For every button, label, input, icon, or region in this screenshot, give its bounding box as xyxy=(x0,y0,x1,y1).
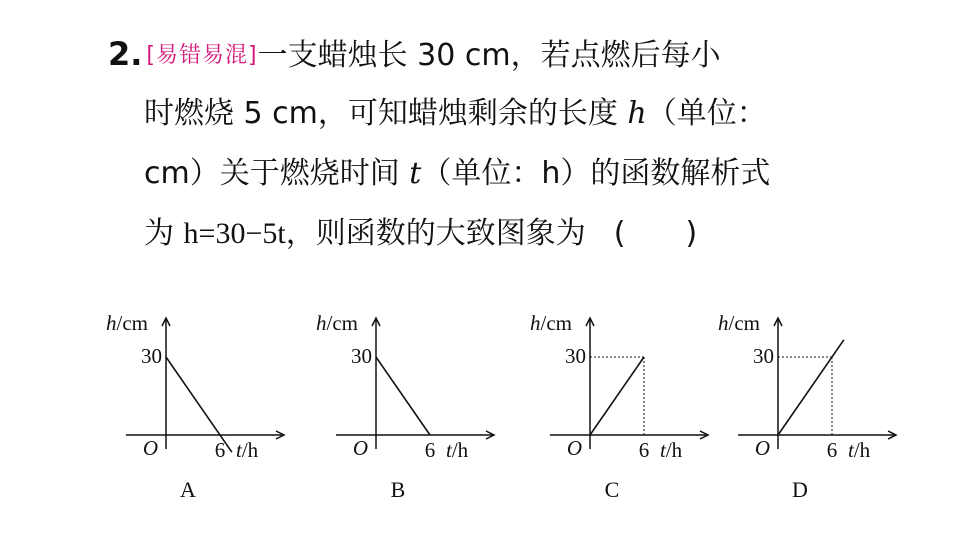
option-label: B xyxy=(390,477,406,502)
option-label: D xyxy=(792,477,808,502)
x-tick-6: 6 xyxy=(826,438,838,462)
y-axis-label: h/cm xyxy=(530,311,572,335)
line3a-text: cm）关于燃烧时间 xyxy=(144,156,410,191)
question-tag xyxy=(146,43,257,68)
graph-svg xyxy=(312,300,512,520)
line2b-text: （单位： xyxy=(646,96,767,131)
function-line xyxy=(778,340,844,435)
question-line-1 xyxy=(108,34,721,76)
graph-d[interactable] xyxy=(714,300,914,520)
question-line-3 xyxy=(144,154,770,194)
line2a-text: 时燃烧 5 cm，可知蜡烛剩余的长度 xyxy=(144,96,628,131)
var-h: h xyxy=(627,96,647,131)
x-axis-label: t/h xyxy=(446,438,469,462)
y-tick-30: 30 xyxy=(753,344,774,368)
y-tick-30: 30 xyxy=(351,344,372,368)
line3b-text: （单位：h）的函数解析式 xyxy=(421,156,771,191)
origin-label: O xyxy=(142,436,158,460)
y-axis-label: h/cm xyxy=(106,311,148,335)
x-axis-label: t/h xyxy=(236,438,259,462)
option-label: C xyxy=(604,477,620,502)
graph-c[interactable] xyxy=(526,300,726,520)
origin-label: O xyxy=(754,436,770,460)
line4a-text: 为 xyxy=(144,216,184,251)
graph-svg xyxy=(102,300,302,520)
tag-open: [ xyxy=(146,43,157,68)
tag-close: ] xyxy=(248,43,258,68)
x-axis-label: t/h xyxy=(660,438,683,462)
answer-paren[interactable]: () xyxy=(613,216,758,251)
question-line-4 xyxy=(144,214,757,254)
var-t: t xyxy=(409,156,422,191)
line1-text: 一支蜡烛长 30 cm，若点燃后每小 xyxy=(257,38,721,73)
x-tick-6: 6 xyxy=(214,438,226,462)
x-tick-6: 6 xyxy=(424,438,436,462)
graph-svg xyxy=(526,300,726,520)
tag-text: 易错易混 xyxy=(156,43,249,68)
question-number: 2. xyxy=(108,35,143,73)
graph-svg xyxy=(714,300,914,520)
formula: h=30−5t xyxy=(183,217,286,250)
line4b-text: ，则函数的大致图象为 xyxy=(285,216,586,251)
question-line-2 xyxy=(144,94,767,134)
y-axis-label: h/cm xyxy=(316,311,358,335)
origin-label: O xyxy=(566,436,582,460)
function-line xyxy=(376,357,430,435)
x-axis-label: t/h xyxy=(848,438,871,462)
function-line xyxy=(590,357,644,435)
y-tick-30: 30 xyxy=(141,344,162,368)
graph-b[interactable] xyxy=(312,300,512,520)
graph-a[interactable] xyxy=(102,300,302,520)
x-tick-6: 6 xyxy=(638,438,650,462)
y-axis-label: h/cm xyxy=(718,311,760,335)
origin-label: O xyxy=(352,436,368,460)
option-label: A xyxy=(180,477,196,502)
y-tick-30: 30 xyxy=(565,344,586,368)
